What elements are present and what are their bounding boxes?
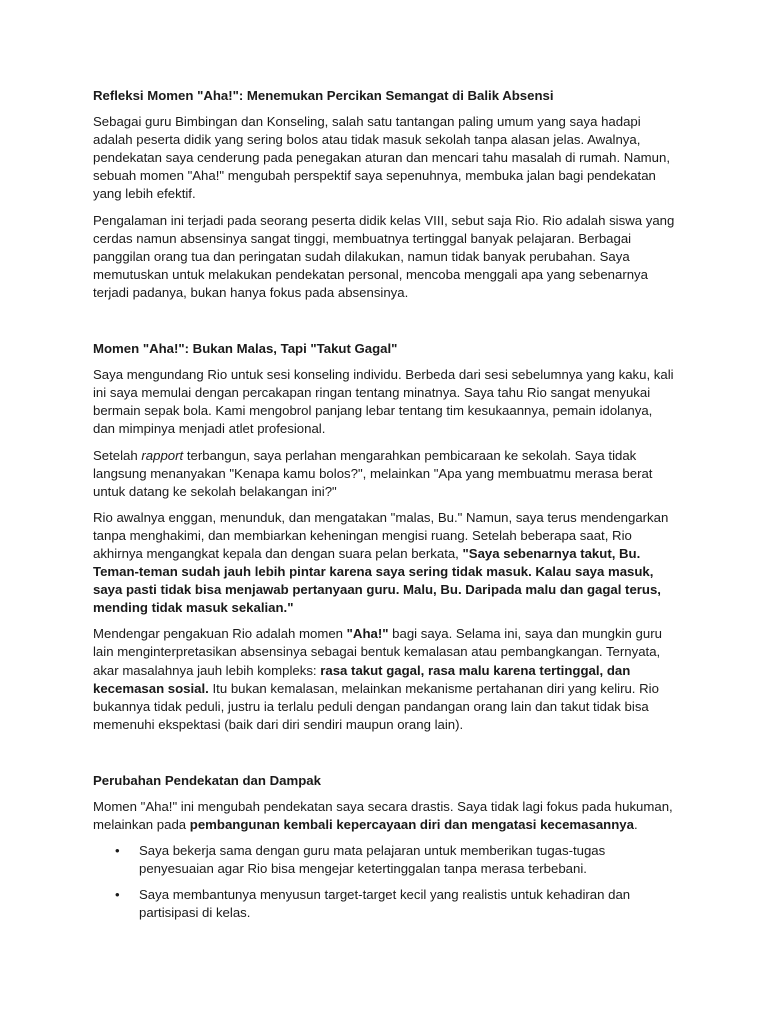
- list-item-text: Saya bekerja sama dengan guru mata pelajaran untuk memberikan tugas-tugas penyesuaian agar Rio bisa mengejar ketertinggalan tanpa merasa terbebani.: [139, 843, 606, 877]
- document-title: Refleksi Momen "Aha!": Menemukan Percikan Semangat di Balik Absensi: [93, 88, 554, 103]
- text-run: .: [633, 817, 638, 833]
- bold-text: pembangunan kembali kepercayaan diri dan mengatasi kecemasannya: [189, 817, 634, 833]
- section-1-paragraph-4: [93, 625, 676, 734]
- italic-term: rapport: [141, 447, 184, 463]
- bold-text: rasa takut gagal, rasa malu karena tertinggal, dan kecemasan sosial.: [93, 662, 631, 696]
- text-run: Rio awalnya enggan, menunduk, dan mengatakan "malas, Bu." Namun, saya terus mendengarkan tanpa menghakimi, dan membiarkan keheningan mengisi ruang. Setelah beberapa saat, Rio akhirnya mengangkat kepala dan dengan suara pelan berkata,: [93, 509, 669, 561]
- bold-quote: "Saya sebenarnya takut, Bu. Teman-teman sudah jauh lebih pintar karena saya sering tidak masuk. Kalau saya masuk, saya pasti tidak bisa menjawab pertanyaan guru. Malu, Bu. Daripada malu dan gagal terus, mending tidak masuk sekalian.": [93, 545, 661, 616]
- list-item: [93, 886, 676, 922]
- bold-text: "Aha!": [346, 626, 389, 642]
- text-run: bagi saya. Selama ini, saya dan mungkin guru lain menginterpretasikan absensinya sebagai bentuk kemalasan atau pembangkangan. Ternyata, akar masalahnya jauh lebih kompleks:: [93, 626, 662, 678]
- section-2-heading: Perubahan Pendekatan dan Dampak: [93, 772, 321, 788]
- text-run: Itu bukan kemalasan, melainkan mekanisme pertahanan diri yang keliru. Rio bukannya tidak peduli, justru ia terlalu peduli dengan pandangan orang lain dan takut tidak bisa memenuhi ekspektasi (baik dari diri sendiri maupun orang lain).: [93, 680, 659, 732]
- section-1-paragraph-2: [93, 447, 676, 501]
- list-item-text: Saya membantunya menyusun target-target kecil yang realistis untuk kehadiran dan partisipasi di kelas.: [139, 887, 631, 921]
- intro-paragraph-1: Sebagai guru Bimbingan dan Konseling, salah satu tantangan paling umum yang saya hadapi adalah peserta didik yang sering bolos atau tidak masuk sekolah tanpa alasan jelas. Awalnya, pendekatan saya cenderung pada penegakan aturan dan mencari tahu masalah di rumah. Namun, sebuah momen "Aha!" mengubah perspektif saya sepenuhnya, membuka jalan bagi pendekatan yang lebih efektif.: [93, 114, 670, 202]
- bullet-list: [93, 842, 676, 922]
- intro-paragraph-2: Pengalaman ini terjadi pada seorang peserta didik kelas VIII, sebut saja Rio. Rio adalah siswa yang cerdas namun absensinya sangat tinggi, membuatnya tertinggal banyak pelajaran. Berbagai panggilan orang tua dan peringatan sudah dilakukan, namun tidak banyak perubahan. Saya memutuskan untuk melakukan pendekatan personal, mencoba menggali apa yang sebenarnya terjadi padanya, bukan hanya fokus pada absensinya.: [93, 212, 675, 300]
- bullet-icon: •: [115, 887, 120, 903]
- text-run: terbangun, saya perlahan mengarahkan pembicaraan ke sekolah. Saya tidak langsung menanyakan "Kenapa kamu bolos?", melainkan "Apa yang membuatmu merasa berat untuk datang ke sekolah belakangan ini?": [93, 447, 653, 499]
- list-item: [93, 842, 676, 878]
- text-run: Momen "Aha!" ini mengubah pendekatan saya secara drastis. Saya tidak lagi fokus pada hukuman, melainkan pada: [93, 799, 673, 833]
- section-1-paragraph-3: [93, 509, 676, 618]
- section-2-paragraph-1: [93, 798, 676, 834]
- text-run: Setelah: [93, 447, 142, 463]
- bullet-icon: •: [115, 843, 120, 859]
- section-1-paragraph-1: Saya mengundang Rio untuk sesi konseling individu. Berbeda dari sesi sebelumnya yang kaku, kali ini saya memulai dengan percakapan ringan tentang minatnya. Saya tahu Rio sangat menyukai bermain sepak bola. Kami mengobrol panjang lebar tentang tim kesukaannya, pemain idolanya, dan mimpinya menjadi atlet profesional.: [93, 367, 674, 437]
- section-1-heading: Momen "Aha!": Bukan Malas, Tapi "Takut Gagal": [93, 341, 398, 357]
- text-run: Mendengar pengakuan Rio adalah momen: [93, 626, 347, 642]
